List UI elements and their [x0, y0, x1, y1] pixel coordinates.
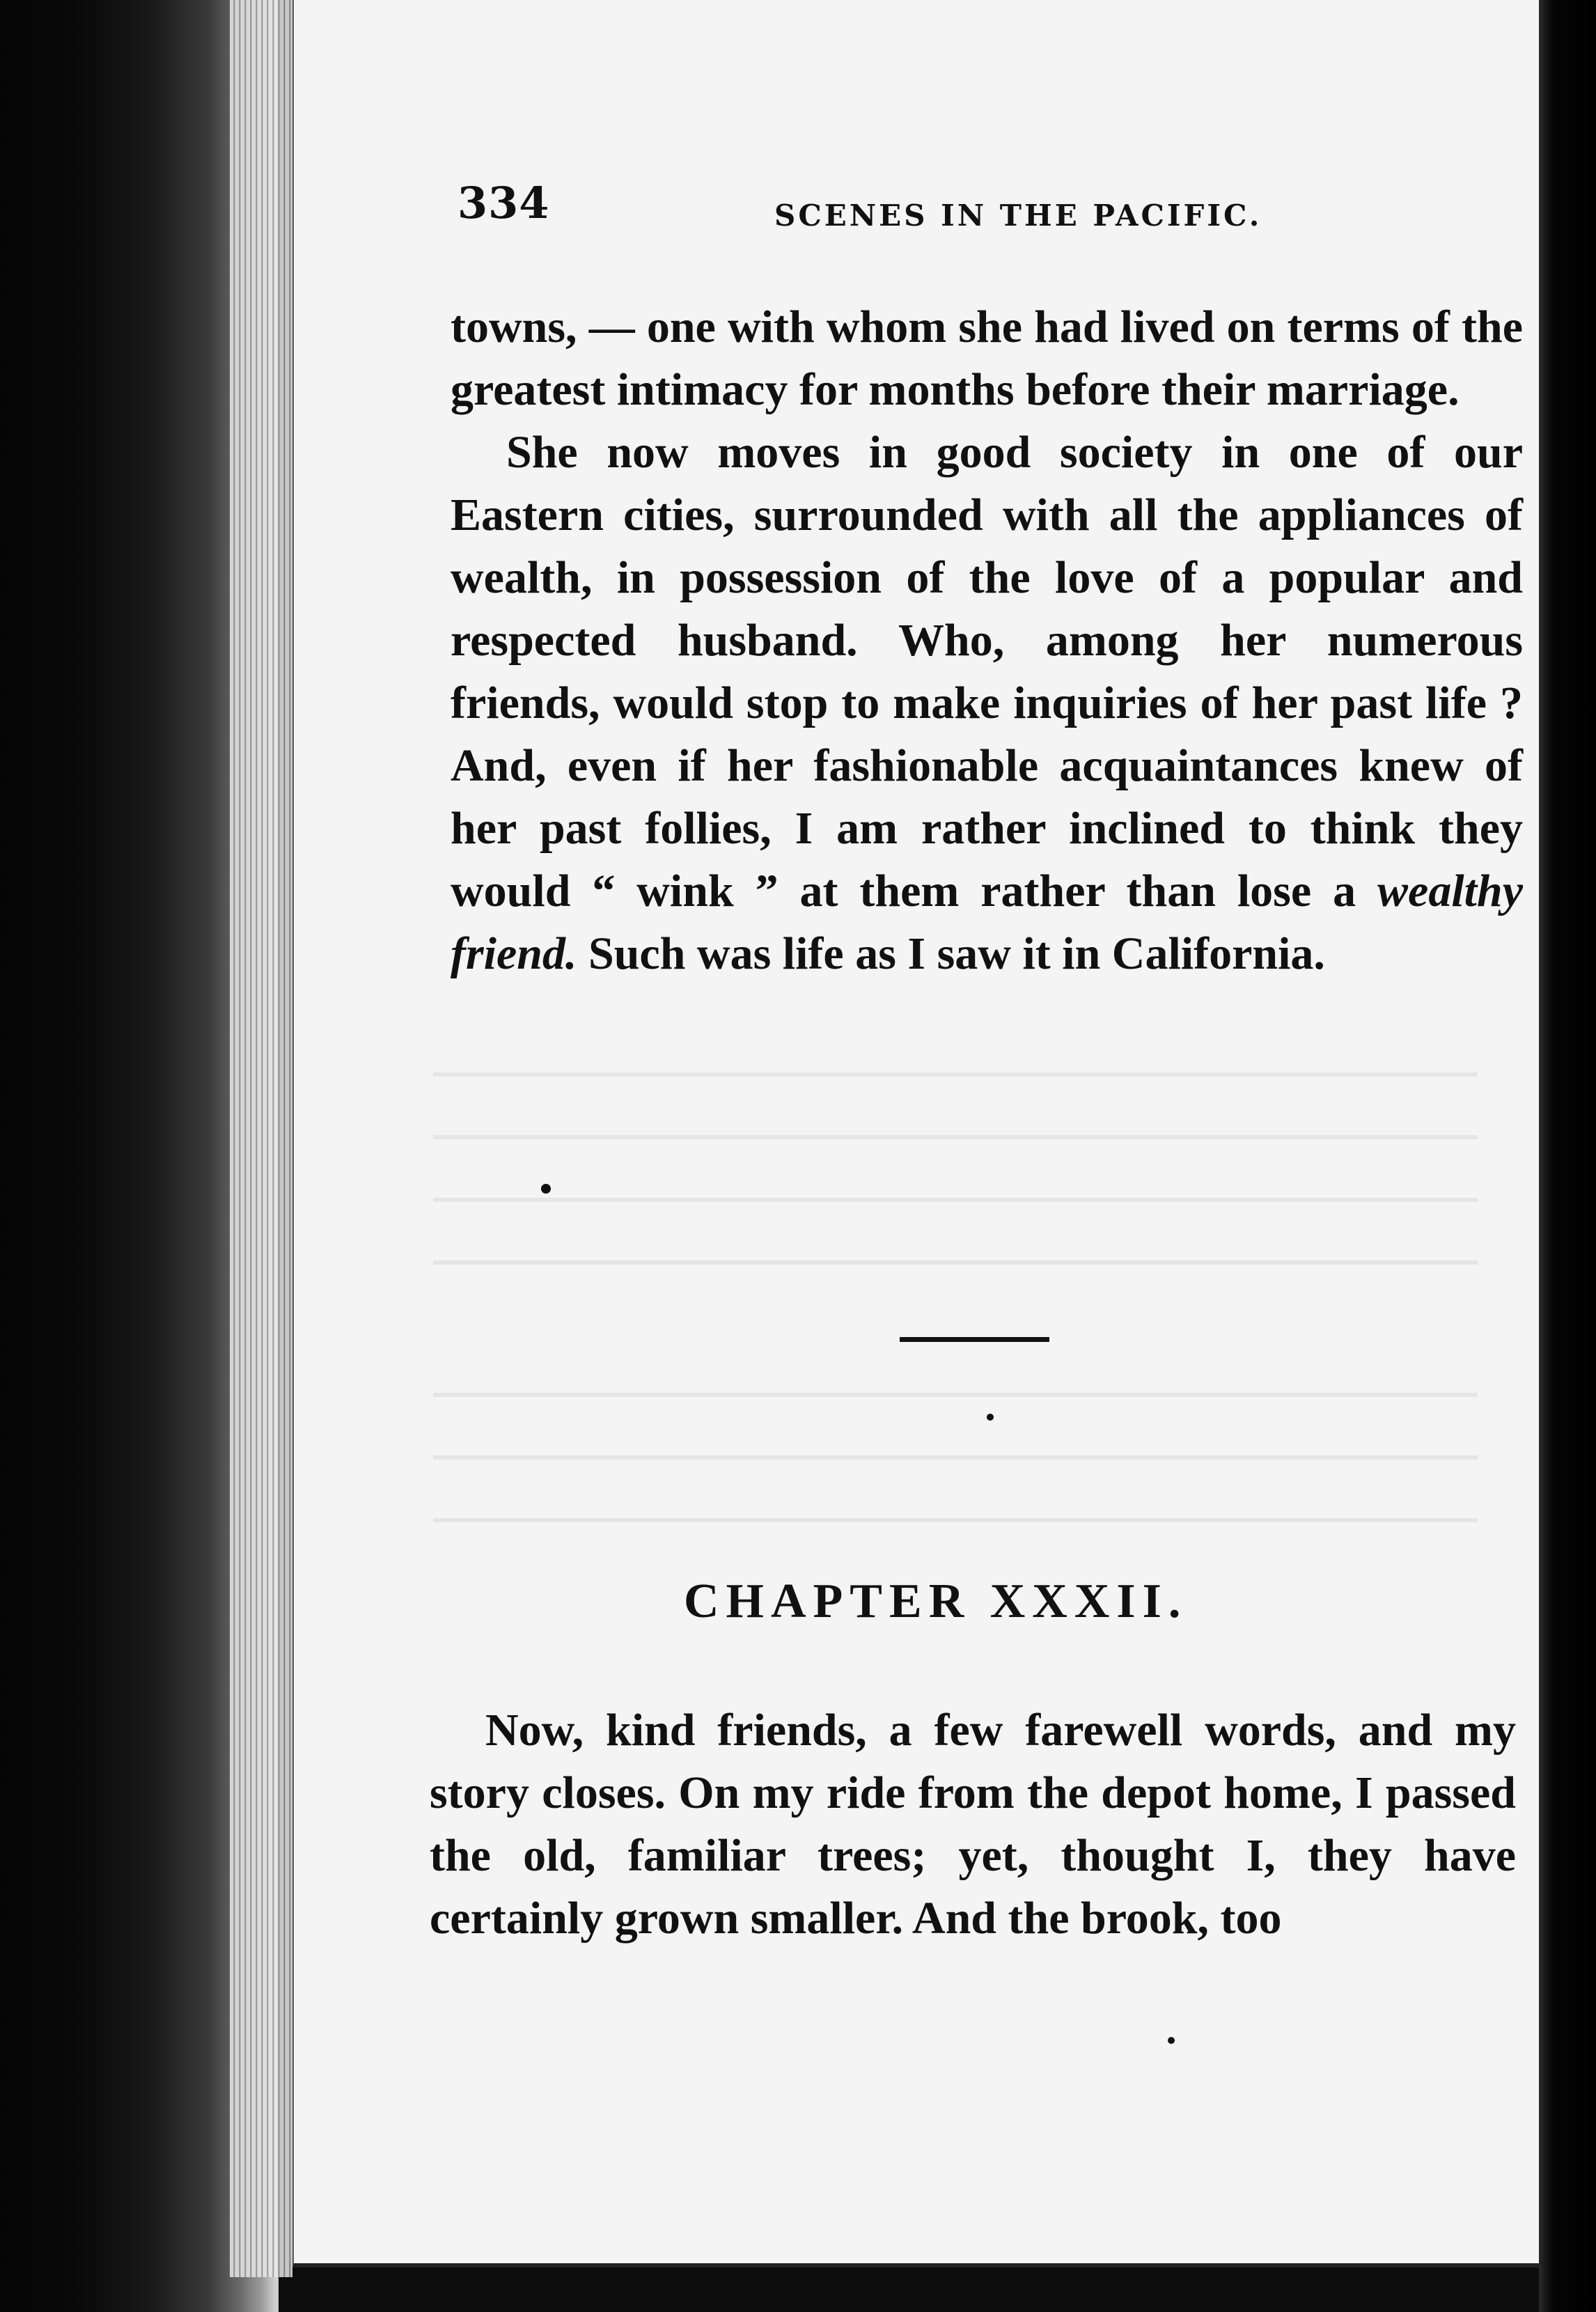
bleed-through-line: [433, 1455, 1478, 1460]
chapter-title: CHAPTER XXXII.: [684, 1575, 1188, 1628]
paragraph-text: Such was life as I saw it in California.: [577, 928, 1325, 979]
section-divider: [900, 1337, 1049, 1342]
page-header: [457, 178, 1516, 240]
book-page: [292, 0, 1547, 2267]
chapter-text: [430, 1699, 1516, 1950]
paragraph: [451, 421, 1523, 985]
bleed-through-line: [433, 1260, 1478, 1265]
bleed-through-line: [433, 1198, 1478, 1202]
page-edges: [230, 0, 292, 2277]
paragraph-text: She now moves in good society in one of our Eastern cities, surrounded with all the appliances of wealth, in possession of the love of a popular and respected husband. Who, among her numerous friends, would stop to make inquiries of her past life ? And, even if her fashionable acquaintances knew of her past follies, I am rather inclined to think they would “ wink ” at them rather than lose a: [451, 427, 1523, 916]
bleed-through-line: [433, 1072, 1478, 1077]
page-number: 334: [457, 178, 550, 228]
bleed-through-line: [433, 1518, 1478, 1522]
paragraph: Now, kind friends, a few farewell words, and my story closes. On my ride from the depot home, I passed the old, familiar trees; yet, thought I, they have certainly grown smaller. And the brook, too: [430, 1705, 1516, 1944]
running-head: SCENES IN THE PACIFIC.: [774, 198, 1262, 233]
paragraph: towns, — one with whom she had lived on terms of the greatest intimacy for months before their marriage.: [451, 302, 1523, 415]
body-text: [451, 296, 1523, 985]
italic-phrase: wealthy friend.: [451, 866, 1523, 979]
ink-speck: [1168, 2037, 1175, 2044]
bleed-through-line: [433, 1393, 1478, 1397]
ink-speck: [987, 1414, 994, 1421]
bleed-through-line: [433, 1135, 1478, 1139]
scan-right-edge: [1539, 0, 1596, 2312]
ink-speck: [541, 1184, 551, 1194]
